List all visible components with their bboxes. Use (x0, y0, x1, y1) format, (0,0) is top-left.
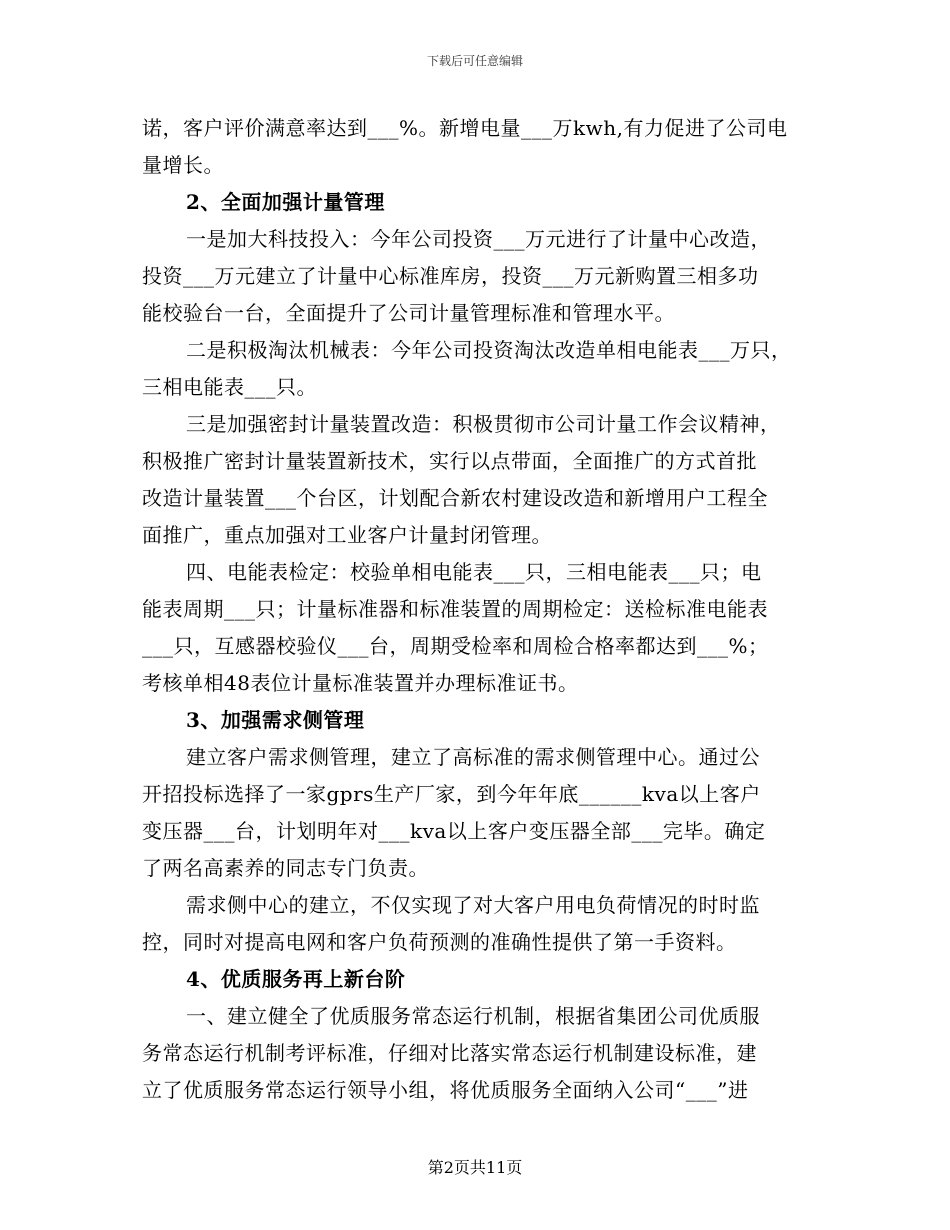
text-line: 量增长。 (142, 153, 224, 177)
text-line: 能表周期___只；计量标准器和标准装置的周期检定：送检标准电能表 (142, 597, 768, 621)
text-line: 变压器___台，计划明年对___kva以上客户变压器全部___完毕。确定 (142, 819, 766, 843)
text-line: 需求侧中心的建立，不仅实现了对大客户用电负荷情况的时时监 (186, 893, 760, 917)
text-line: 立了优质服务常态运行领导小组，将优质服务全面纳入公司“___”进 (142, 1078, 749, 1102)
text-line: 投资___万元建立了计量中心标准库房，投资___万元新购置三相多功 (142, 264, 759, 288)
text-line: 开招投标选择了一家gprs生产厂家，到今年年底______kva以上客户 (142, 782, 761, 806)
page-header: 下载后可任意编辑 (426, 54, 523, 68)
text-line: 考核单相48表位计量标准装置并办理标准证书。 (142, 671, 579, 695)
document-body (142, 110, 812, 1109)
text-line: 务常态运行机制考评标准，仔细对比落实常态运行机制建设标准，建 (142, 1041, 757, 1065)
section-heading: 4、优质服务再上新台阶 (186, 967, 406, 991)
text-line: 三是加强密封计量装置改造：积极贯彻市公司计量工作会议精神， (186, 412, 781, 436)
text-line: 建立客户需求侧管理，建立了高标准的需求侧管理中心。通过公 (186, 745, 760, 769)
text-line: 四、电能表检定：校验单相电能表___只，三相电能表___只；电 (186, 560, 762, 584)
text-line: 一是加大科技投入：今年公司投资___万元进行了计量中心改造， (186, 227, 771, 251)
text-line: 三相电能表___只。 (142, 375, 317, 399)
text-line: 了两名高素养的同志专门负责。 (142, 856, 429, 880)
text-line: 积极推广密封计量装置新技术，实行以点带面，全面推广的方式首批 (142, 449, 757, 473)
text-line: 二是积极淘汰机械表：今年公司投资淘汰改造单相电能表___万只， (186, 338, 792, 362)
text-line: 诺，客户评价满意率达到___%。新增电量___万kwh,有力促进了公司电 (142, 116, 788, 140)
text-line: 面推广，重点加强对工业客户计量封闭管理。 (142, 523, 552, 547)
page-number: 第2页共11页 (427, 1158, 523, 1177)
section-heading: 2、全面加强计量管理 (186, 190, 385, 214)
text-line: ___只，互感器校验仪___台，周期受检率和周检合格率都达到___%； (142, 634, 769, 658)
section-heading: 3、加强需求侧管理 (186, 708, 365, 732)
text-line: 改造计量装置___个台区，计划配合新农村建设改造和新增用户工程全 (142, 486, 768, 510)
text-line: 能校验台一台，全面提升了公司计量管理标准和管理水平。 (142, 301, 675, 325)
text-line: 控，同时对提高电网和客户负荷预测的准确性提供了第一手资料。 (142, 930, 737, 954)
text-line: 一、建立健全了优质服务常态运行机制，根据省集团公司优质服 (186, 1004, 760, 1028)
